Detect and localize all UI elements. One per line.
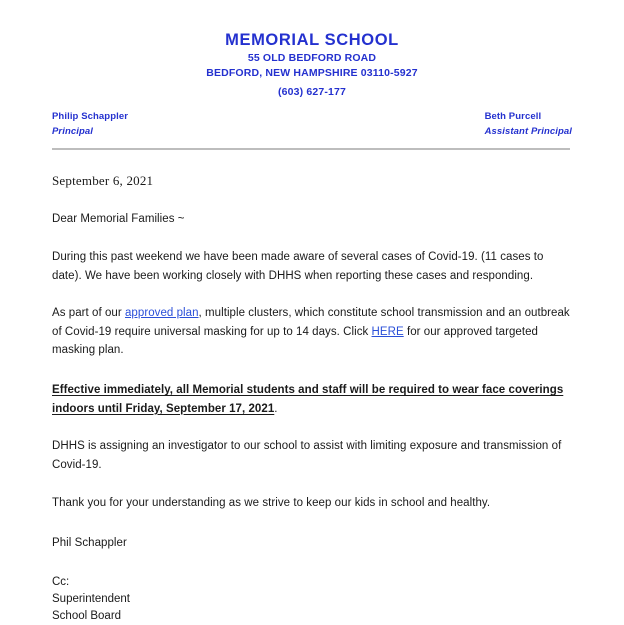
here-link[interactable]: HERE (371, 325, 404, 338)
address-city-state: BEDFORD, NEW HAMPSHIRE 03110-5927 (206, 67, 418, 80)
letter-signature: Phil Schappler (52, 537, 127, 550)
paragraph-dhhs-investigator: DHHS is assigning an investigator to our school to assist with limiting exposure and transmission of Covid-19. (52, 440, 562, 471)
approved-plan-link[interactable]: approved plan (124, 307, 199, 320)
letter-date: September 6, 2021 (52, 173, 154, 189)
letter-greeting: Dear Memorial Families ~ (52, 213, 185, 226)
school-name: MEMORIAL SCHOOL (225, 31, 399, 49)
mask-mandate-trailing-period: . (274, 402, 278, 415)
paragraph-mask-mandate (52, 381, 572, 418)
letterhead (0, 0, 624, 101)
paragraph-thank-you: Thank you for your understanding as we strive to keep our kids in school and healthy. (52, 496, 491, 509)
staff-row (0, 101, 624, 139)
cc-recipient-superintendent: Superintendent (52, 592, 131, 605)
text-between-links: , multiple clusters, which constitute school transmission and an outbreak of Covid-19 require universal masking for up to 14 days. Click (52, 307, 570, 338)
paragraph-covid-cases: During this past weekend we have been made aware of several cases of Covid-19. (11 cases to date). We have been working closely with DHHS when reporting these cases and responding. (52, 250, 544, 282)
principal-block (52, 110, 128, 139)
principal-name: Philip Schappler (52, 110, 129, 122)
phone-number: (603) 627-177 (278, 86, 346, 99)
cc-label: Cc: (52, 575, 70, 588)
cc-block (52, 574, 572, 625)
address-street: 55 OLD BEDFORD ROAD (247, 51, 377, 64)
assistant-principal-block (485, 110, 572, 139)
text-before-approved-plan-link: As part of our (52, 307, 125, 320)
letter-body (0, 173, 624, 625)
principal-title: Principal (52, 125, 94, 137)
paragraph-approved-plan (52, 304, 572, 360)
mask-mandate-emphasis: Effective immediately, all Memorial students and staff will be required to wear face coverings indoors until Friday, September 17, 2021 (52, 384, 564, 415)
letterhead-divider (52, 148, 570, 150)
text-after-here-link: for our approved targeted masking plan. (52, 325, 538, 357)
assistant-principal-title: Assistant Principal (484, 125, 572, 137)
cc-recipient-school-board: School Board (52, 609, 122, 622)
assistant-principal-name: Beth Purcell (484, 110, 542, 122)
